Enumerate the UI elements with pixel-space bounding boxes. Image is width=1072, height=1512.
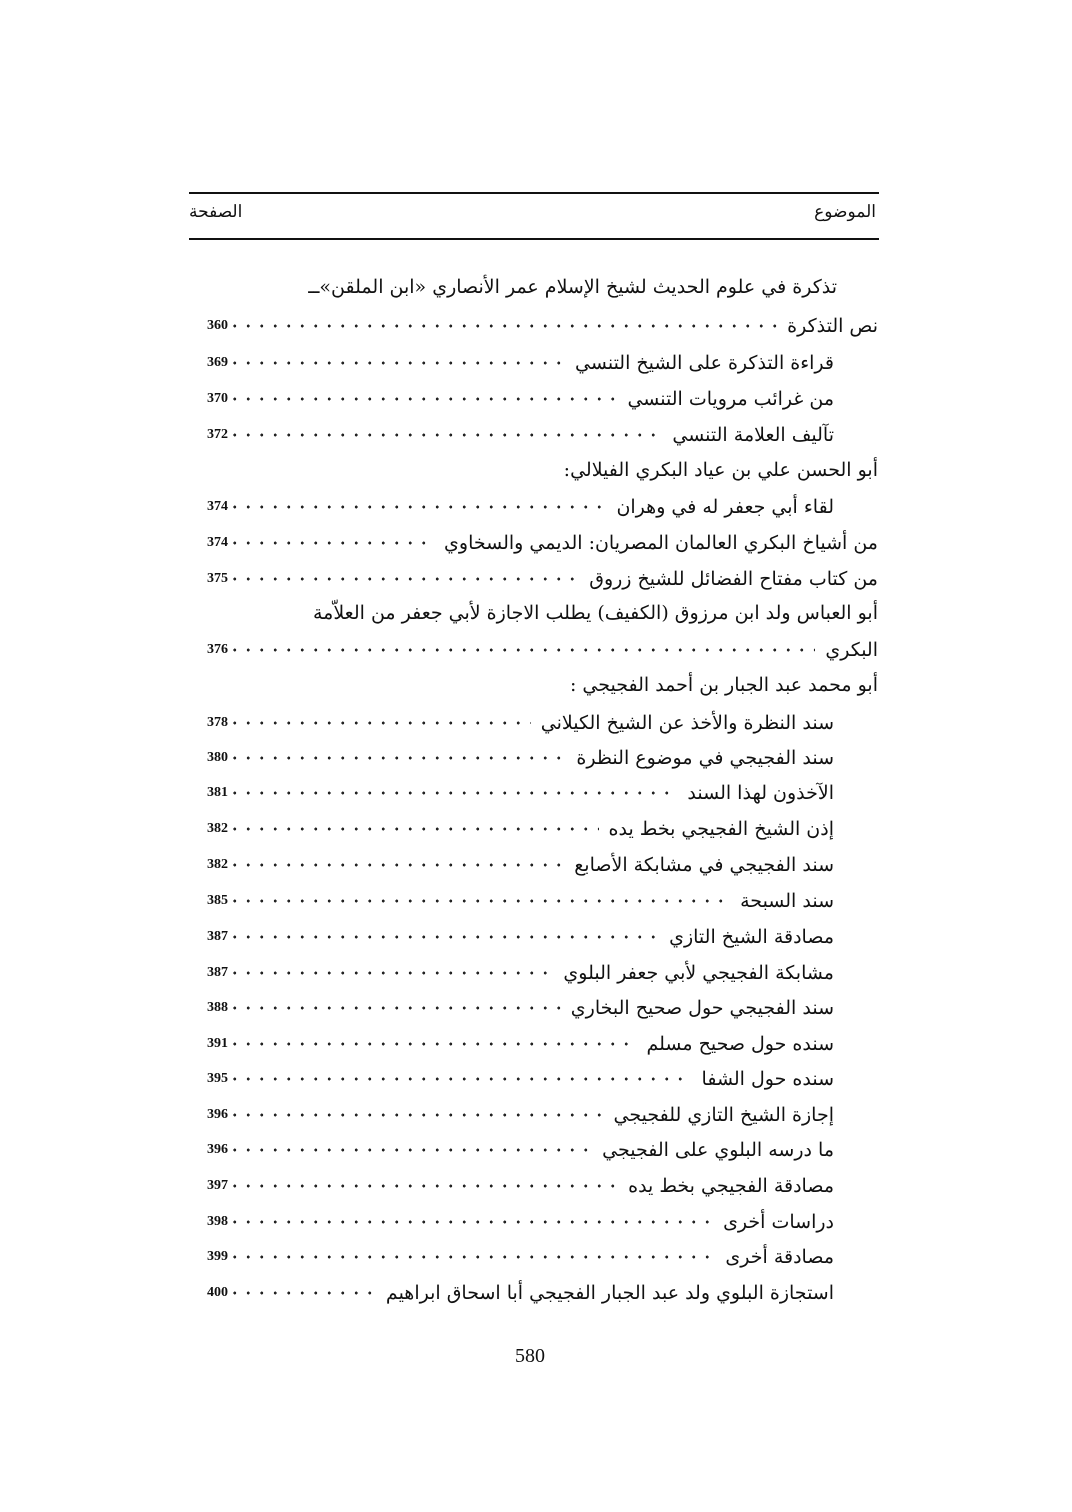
toc-entry-title: من أشياخ البكري العالمان المصريان: الديمي والسخاوي	[444, 532, 878, 554]
dot-leader	[228, 1062, 692, 1096]
dot-leader	[228, 1027, 636, 1061]
toc-entry[interactable]	[180, 1276, 878, 1310]
toc-entry-title: نص التذكرة	[787, 315, 878, 337]
toc-entry[interactable]	[180, 382, 878, 416]
dot-leader	[228, 884, 730, 918]
toc-entry-title: استجازة البلوي ولد عبد الجبار الفجيجي أبا اسحاق ابراهيم	[385, 1282, 834, 1304]
toc-entry[interactable]	[180, 1062, 878, 1096]
toc-entry-title: من غرائب مرويات التنسي	[627, 388, 834, 410]
toc-entry[interactable]	[180, 776, 878, 810]
dot-leader	[228, 526, 434, 560]
toc-entry-page: 391	[207, 1036, 228, 1051]
toc-entry[interactable]	[180, 490, 878, 524]
toc-entry-page: 396	[207, 1107, 228, 1122]
toc-entry[interactable]	[180, 633, 878, 667]
toc-entry-page: 388	[207, 1000, 228, 1015]
toc-entry-page: 387	[207, 929, 228, 944]
toc-entry-page: 374	[207, 499, 228, 514]
toc-entry[interactable]	[180, 1027, 878, 1061]
dot-leader	[228, 956, 553, 990]
toc-entry-title: من كتاب مفتاح الفضائل للشيخ زروق	[589, 568, 878, 590]
page-number: 580	[515, 1345, 545, 1367]
toc-entry-title: دراسات أخرى	[723, 1211, 834, 1233]
dot-leader	[228, 1133, 592, 1167]
dot-leader	[228, 309, 777, 343]
header-top-rule	[189, 192, 879, 194]
toc-entry-page: 382	[207, 821, 228, 836]
dot-leader	[228, 1240, 715, 1274]
toc-entry-title: قراءة التذكرة على الشيخ التنسي	[575, 352, 834, 374]
dot-leader	[228, 920, 659, 954]
section-heading: أبو محمد عبد الجبار بن أحمد الفجيجي :	[569, 674, 878, 696]
toc-entry-title: سند السبحة	[740, 890, 834, 912]
dot-leader	[228, 382, 617, 416]
toc-entry[interactable]	[180, 1098, 878, 1132]
toc-entry-page: 396	[207, 1142, 228, 1157]
dot-leader	[228, 776, 677, 810]
dot-leader	[228, 633, 815, 667]
dot-leader	[228, 848, 564, 882]
toc-entry[interactable]	[180, 848, 878, 882]
toc-entry-title: سند الفجيجي في موضوع النظرة	[576, 747, 834, 769]
toc-entry-title: سنده حول صحيح مسلم	[646, 1033, 834, 1055]
toc-entry-page: 382	[207, 857, 228, 872]
dot-leader	[228, 346, 565, 380]
topic-column-label: الموضوع	[814, 202, 876, 222]
toc-entry[interactable]	[180, 920, 878, 954]
toc-entry[interactable]	[180, 812, 878, 846]
toc-entry-page: 360	[207, 318, 228, 333]
toc-entry[interactable]	[180, 562, 878, 596]
toc-entry-page: 372	[207, 427, 228, 442]
toc-entry-title: الآخذون لهذا السند	[687, 782, 834, 804]
toc-entry-title: مصادقة الفجيجي بخط يده	[628, 1175, 834, 1197]
dot-leader	[228, 1276, 376, 1310]
dot-leader	[228, 991, 561, 1025]
toc-entry-page: 370	[207, 391, 228, 406]
toc-entry-page: 399	[207, 1249, 228, 1264]
toc-entry[interactable]	[180, 1205, 878, 1239]
toc-entry-page: 400	[207, 1285, 228, 1300]
toc-entry-page: 374	[207, 535, 228, 550]
toc-entry-page: 375	[207, 571, 228, 586]
toc-entry-page: 387	[207, 965, 228, 980]
toc-entry-page: 378	[207, 715, 228, 730]
toc-entry[interactable]	[180, 1133, 878, 1167]
toc-entry[interactable]	[180, 741, 878, 775]
toc-entry-page: 397	[207, 1178, 228, 1193]
dot-leader	[228, 562, 579, 596]
toc-entry[interactable]	[180, 1240, 878, 1274]
toc-entry-title: سند النظرة والأخذ عن الشيخ الكيلاني	[540, 712, 834, 734]
toc-entry-title: البكري	[825, 639, 878, 661]
toc-entry-page: 398	[207, 1214, 228, 1229]
toc-entry-title: إذن الشيخ الفجيجي بخط يده	[608, 818, 834, 840]
toc-entry-title: مشابكة الفجيجي لأبي جعفر البلوي	[563, 962, 834, 984]
toc-entry[interactable]	[180, 884, 878, 918]
section-heading: أبو الحسن علي بن عياد البكري الفيلالي:	[563, 459, 878, 481]
dot-leader	[228, 706, 531, 740]
toc-entry[interactable]	[180, 418, 878, 452]
dot-leader	[228, 418, 662, 452]
toc-entry-page: 380	[207, 750, 228, 765]
toc-entry-title: لقاء أبي جعفر له في وهران	[616, 496, 834, 518]
dot-leader	[228, 1098, 603, 1132]
toc-entry-page: 381	[207, 785, 228, 800]
toc-entry[interactable]	[180, 956, 878, 990]
header-bottom-rule	[189, 238, 879, 240]
toc-entry-title: ما درسه البلوي على الفجيجي	[602, 1139, 834, 1161]
toc-entry-title: سند الفجيجي حول صحيح البخاري	[570, 997, 834, 1019]
toc-entry[interactable]	[180, 706, 878, 740]
section-heading: أبو العباس ولد ابن مرزوق (الكفيف) يطلب الاجازة لأبي جعفر من العلاّمة	[312, 602, 878, 624]
dot-leader	[228, 741, 566, 775]
toc-entry-title: مصادقة أخرى	[725, 1246, 834, 1268]
toc-entry-page: 395	[207, 1071, 228, 1086]
toc-entry-title: مصادقة الشيخ التازي	[669, 926, 834, 948]
page-column-label: الصفحة	[189, 202, 243, 222]
intro-line: تذكرة في علوم الحديث لشيخ الإسلام عمر الأنصاري «ابن الملقن»ــ	[308, 276, 837, 298]
toc-entry-page: 376	[207, 642, 228, 657]
toc-entry[interactable]	[180, 346, 878, 380]
dot-leader	[228, 490, 606, 524]
dot-leader	[228, 812, 599, 846]
dot-leader	[228, 1169, 618, 1203]
toc-entry-title: سند الفجيجي في مشابكة الأصابع	[574, 854, 834, 876]
toc-entry[interactable]	[180, 526, 878, 560]
toc-entry-title: إجازة الشيخ التازي للفجيجي	[613, 1104, 834, 1126]
toc-entry-title: تآليف العلامة التنسي	[672, 424, 834, 446]
toc-entry-page: 385	[207, 893, 228, 908]
toc-entry[interactable]	[180, 991, 878, 1025]
toc-entry-page: 369	[207, 355, 228, 370]
toc-entry-title: سنده حول الشفا	[701, 1068, 834, 1090]
toc-entry[interactable]	[180, 1169, 878, 1203]
dot-leader	[228, 1205, 713, 1239]
toc-entry[interactable]	[180, 309, 878, 343]
